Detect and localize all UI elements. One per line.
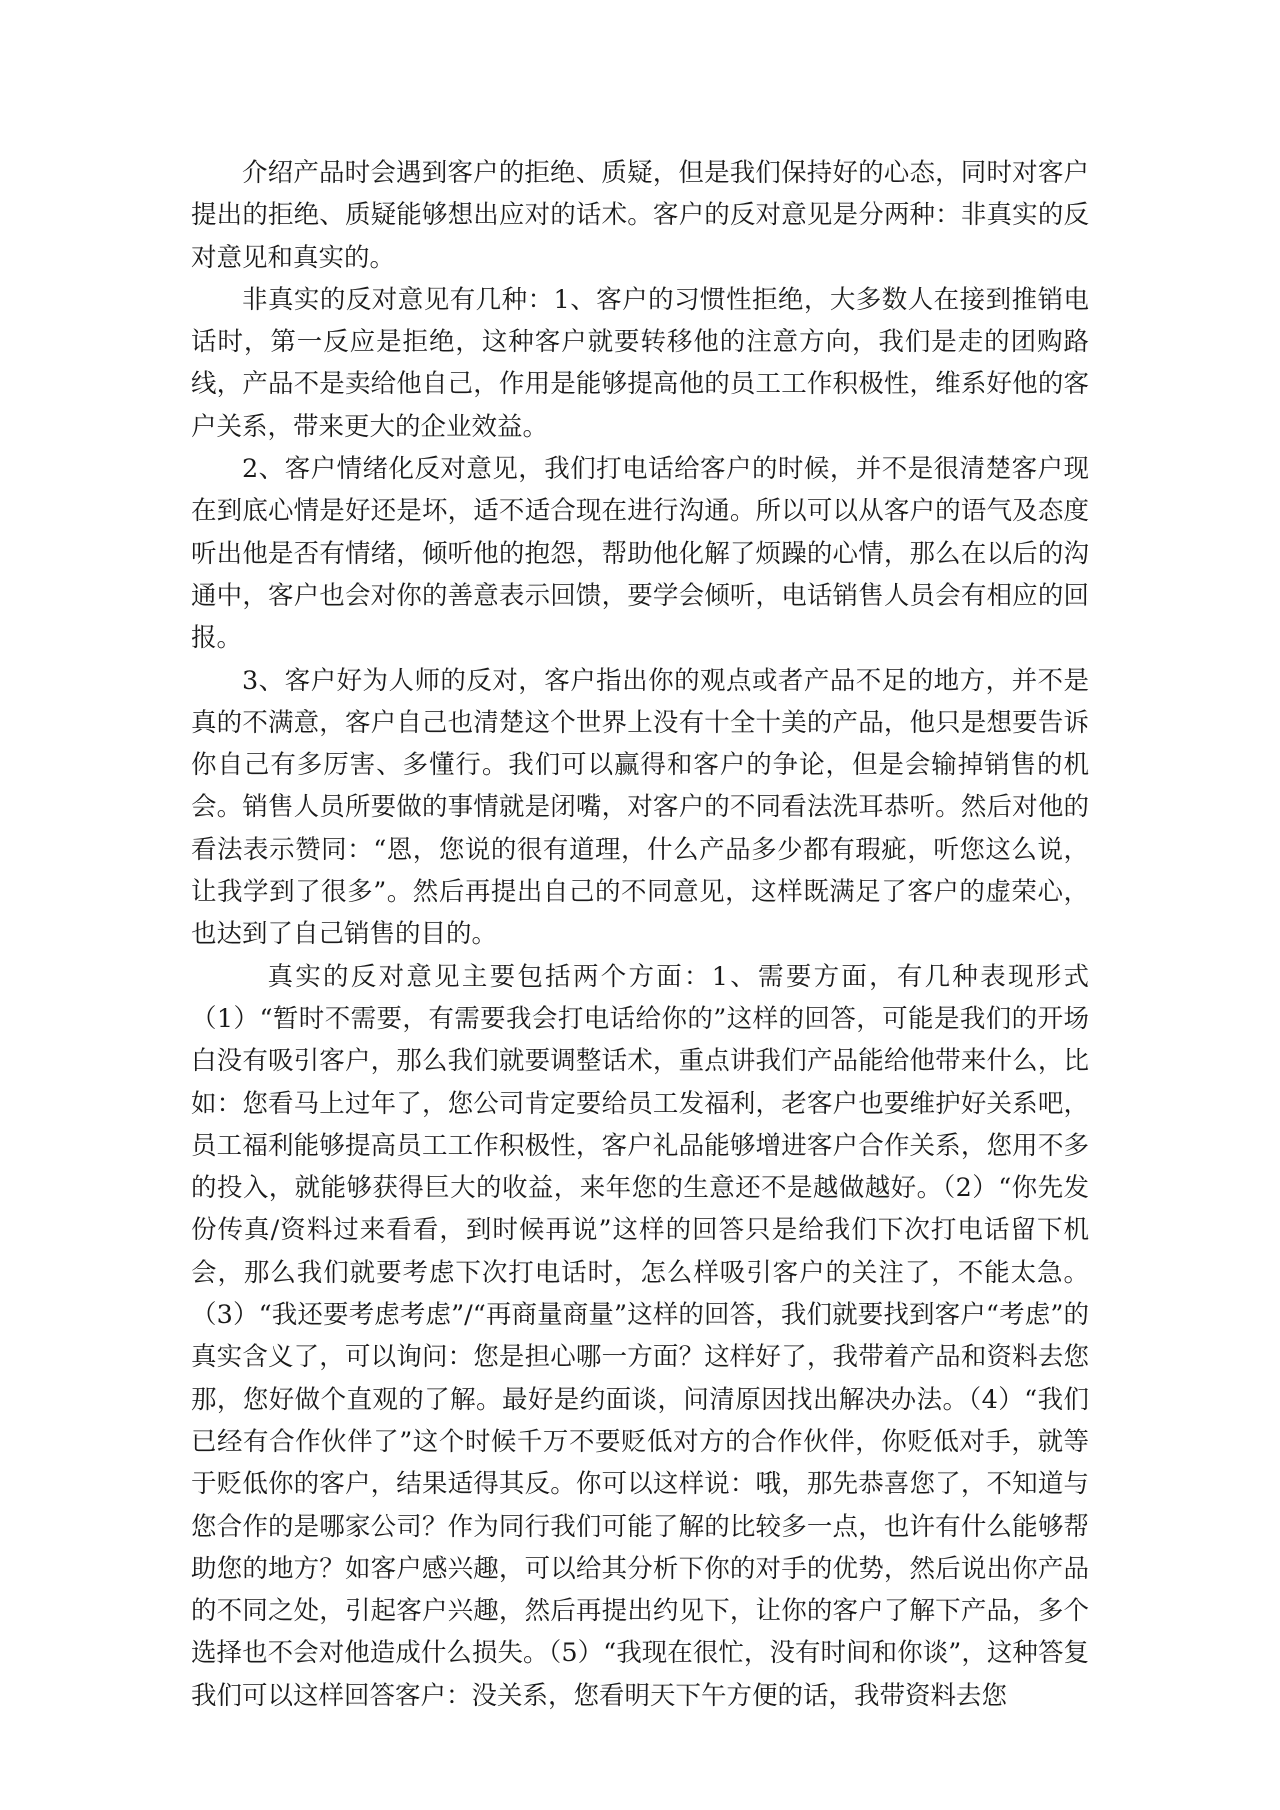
paragraph-teacher-objection: 3、客户好为人师的反对，客户指出你的观点或者产品不足的地方，并不是真的不满意，客户自己也清楚这个世界上没有十全十美的产品，他只是想要告诉你自己有多厉害、多懂行。我们可以赢得和客户的争论，但是会输掉销售的机会。销售人员所要做的事情就是闭嘴，对客户的不同看法洗耳恭听。然后对他的看法表示赞同：“恩，您说的很有道理，什么产品多少都有瑕疵，听您这么说，让我学到了很多”。然后再提出自己的不同意见，这样既满足了客户的虚荣心，也达到了自己销售的目的。: [191, 665, 1089, 950]
document-body: [191, 152, 1089, 1717]
paragraph-real-objections: 真实的反对意见主要包括两个方面：1、需要方面，有几种表现形式（1）“暂时不需要，有需要我会打电话给你的”这样的回答，可能是我们的开场白没有吸引客户，那么我们就要调整话术，重点讲我们产品能给他带来什么，比如：您看马上过年了，您公司肯定要给员工发福利，老客户也要维护好关系吧，员工福利能够提高员工工作积极性，客户礼品能够增进客户合作关系，您用不多的投入，就能够获得巨大的收益，来年您的生意还不是越做越好。（2）“你先发份传真/资料过来看看，到时候再说”这样的回答只是给我们下次打电话留下机会，那么我们就要考虑下次打电话时，怎么样吸引客户的关注了，不能太急。（3）“我还要考虑考虑”/“再商量商量”这样的回答，我们就要找到客户“考虑”的真实含义了，可以询问：您是担心哪一方面？这样好了，我带着产品和资料去您那，您好做个直观的了解。最好是约面谈，问清原因找出解决办法。（4）“我们已经有合作伙伴了”这个时候千万不要贬低对方的合作伙伴，你贬低对手，就等于贬低你的客户，结果适得其反。你可以这样说：哦，那先恭喜您了，不知道与您合作的是哪家公司？作为同行我们可能了解的比较多一点，也许有什么能够帮助您的地方？如客户感兴趣，可以给其分析下你的对手的优势，然后说出你产品的不同之处，引起客户兴趣，然后再提出约见下，让你的客户了解下产品，多个选择也不会对他造成什么损失。（5）“我现在很忙，没有时间和你谈”，这种答复我们可以这样回答客户：没关系，您看明天下午方便的话，我带资料去您: [191, 961, 1089, 1711]
paragraph-intro: 介绍产品时会遇到客户的拒绝、质疑，但是我们保持好的心态，同时对客户提出的拒绝、质疑能够想出应对的话术。客户的反对意见是分两种：非真实的反对意见和真实的。: [191, 158, 1089, 273]
paragraph-non-real-objections: 非真实的反对意见有几种：1、客户的习惯性拒绝，大多数人在接到推销电话时，第一反应是拒绝，这种客户就要转移他的注意方向，我们是走的团购路线，产品不是卖给他自己，作用是能够提高他的员工工作积极性，维系好他的客户关系，带来更大的企业效益。: [191, 284, 1089, 442]
paragraph-emotional-objection: 2、客户情绪化反对意见，我们打电话给客户的时候，并不是很清楚客户现在到底心情是好还是坏，适不适合现在进行沟通。所以可以从客户的语气及态度听出他是否有情绪，倾听他的抱怨，帮助他化解了烦躁的心情，那么在以后的沟通中，客户也会对你的善意表示回馈，要学会倾听，电话销售人员会有相应的回报。: [191, 454, 1089, 654]
